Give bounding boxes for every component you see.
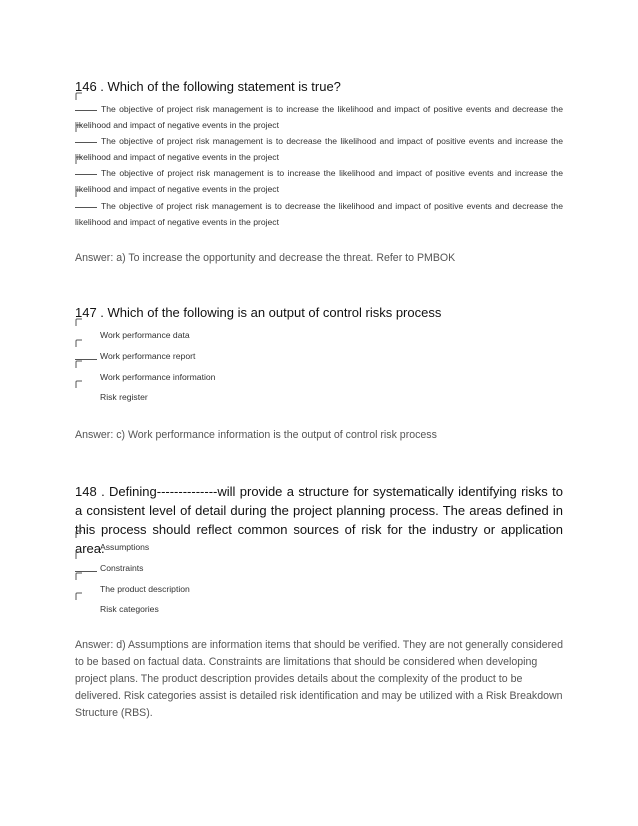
radio-button-icon[interactable] — [75, 572, 83, 580]
question-146-option-c[interactable] — [75, 165, 563, 197]
radio-button-icon[interactable] — [75, 318, 83, 326]
question-146-title: 146 . Which of the following statement is true? — [75, 79, 341, 94]
question-148-answer: Answer: d) Assumptions are information items that should be verified. They are not generally considered to be based on factual data. Constraints are limitations that should be considered when developing project plans. The product description provides details about the complexity of the product to be delivered. Risk categories assist is detailed risk identification and may be utilized with a Risk Breakdown Structure (RBS). — [75, 639, 563, 719]
blank-line — [75, 206, 97, 208]
option-text: Risk categories — [100, 604, 159, 614]
option-text: Work performance information — [100, 372, 216, 382]
radio-button-icon[interactable] — [75, 92, 83, 100]
radio-button-icon[interactable] — [75, 551, 83, 559]
option-text: Constraints — [100, 563, 144, 573]
question-148-title: 148 . Defining--------------will provide a structure for systematically identifying risks to a consistent level of detail during the project planning process. The areas defined in this process should reflect common sources of risk for the industry or application area. — [75, 484, 563, 556]
question-148-option-d[interactable] — [75, 601, 563, 617]
question-147-answer: Answer: c) Work performance information is the output of control risk process — [75, 429, 437, 441]
question-146-option-d[interactable] — [75, 198, 563, 230]
radio-button-icon[interactable] — [75, 189, 83, 197]
question-146-option-a[interactable] — [75, 101, 563, 133]
question-147-option-c[interactable] — [75, 369, 563, 385]
radio-button-icon[interactable] — [75, 156, 83, 164]
blank-line — [75, 109, 97, 111]
question-148-option-b[interactable] — [75, 560, 563, 576]
option-text: Work performance data — [100, 330, 190, 340]
radio-button-icon[interactable] — [75, 592, 83, 600]
question-146-option-b[interactable] — [75, 133, 563, 165]
radio-button-icon[interactable] — [75, 124, 83, 132]
option-text: The objective of project risk management is to decrease the likelihood and impact of positive events and increase the likelihood and impact of negative events in the project — [75, 136, 563, 162]
option-text: The objective of project risk management is to decrease the likelihood and impact of positive events and decrease the likelihood and impact of negative events in the project — [75, 201, 563, 227]
question-147-option-d[interactable] — [75, 389, 563, 405]
option-text: Work performance report — [100, 351, 196, 361]
option-text: The objective of project risk management is to increase the likelihood and impact of positive events and decrease the likelihood and impact of negative events in the project — [75, 104, 563, 130]
blank-line — [75, 173, 97, 175]
question-147-title: 147 . Which of the following is an output of control risks process — [75, 305, 442, 320]
question-148-option-c[interactable] — [75, 581, 563, 597]
blank-line — [75, 141, 97, 143]
radio-button-icon[interactable] — [75, 339, 83, 347]
radio-button-icon[interactable] — [75, 360, 83, 368]
radio-button-icon[interactable] — [75, 530, 83, 538]
option-text: The objective of project risk management is to increase the likelihood and impact of positive events and increase the likelihood and impact of negative events in the project — [75, 168, 563, 194]
option-text: Assumptions — [100, 542, 150, 552]
question-147-option-a[interactable] — [75, 327, 563, 343]
option-text: The product description — [100, 584, 190, 594]
option-text: Risk register — [100, 392, 148, 402]
question-146-answer: Answer: a) To increase the opportunity and decrease the threat. Refer to PMBOK — [75, 252, 456, 264]
question-148-option-a[interactable] — [75, 539, 563, 555]
question-147-option-b[interactable] — [75, 348, 563, 364]
radio-button-icon[interactable] — [75, 380, 83, 388]
